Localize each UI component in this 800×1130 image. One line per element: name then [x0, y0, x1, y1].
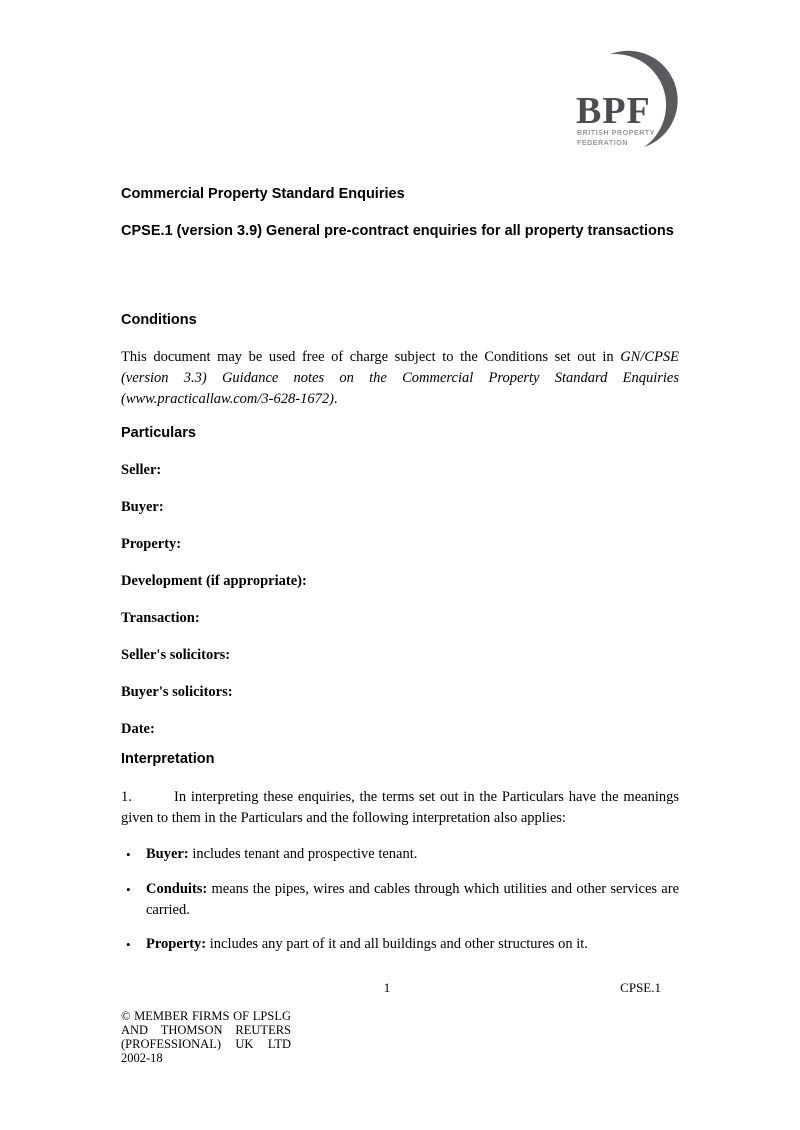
particulars-heading: Particulars: [121, 425, 196, 441]
particulars-list: [121, 460, 679, 756]
bpf-logo-caption: [577, 129, 655, 149]
definition-term: Buyer:: [146, 846, 189, 862]
bpf-logo-caption-line1: BRITISH PROPERTY: [577, 130, 656, 137]
page-number: 1: [383, 980, 391, 995]
copyright-line: AND THOMSON REUTERS: [121, 1023, 291, 1037]
interpretation-item-number: 1.: [121, 789, 132, 805]
particular-buyer: Buyer:: [121, 499, 164, 515]
definition-bullet-property: [121, 934, 679, 955]
bullet-icon: •: [126, 882, 131, 897]
copyright-notice: [121, 1009, 291, 1065]
definition-bullet-conduits: [121, 879, 679, 921]
document-series-title: Commercial Property Standard Enquiries: [121, 186, 405, 202]
interpretation-item-1: [121, 787, 679, 829]
conditions-text-suffix: .: [333, 391, 338, 407]
copyright-line: © MEMBER FIRMS OF LPSLG: [121, 1009, 291, 1023]
bpf-logo-acronym: BPF: [576, 90, 651, 132]
copyright-line: 2002-18: [121, 1051, 163, 1065]
conditions-text-italic: GN/CPSE (version 3.3) Guidance notes on the Commercial Property Standard Enquiries (www.practicallaw.com/3-628-1672): [121, 349, 679, 407]
document-reference: CPSE.1: [620, 980, 661, 995]
particular-transaction: Transaction:: [121, 610, 200, 626]
particular-sellers-solicitors: Seller's solicitors:: [121, 647, 231, 663]
particular-development: Development (if appropriate):: [121, 573, 307, 589]
particular-seller: Seller:: [121, 462, 162, 478]
copyright-line: (PROFESSIONAL) UK LTD: [121, 1037, 291, 1051]
definition-term: Property:: [146, 936, 207, 952]
definition-bullet-buyer: [121, 844, 679, 865]
bpf-logo: [570, 45, 682, 157]
bpf-logo-caption-line2: FEDERATION: [577, 140, 628, 147]
footer: [121, 980, 679, 998]
particular-buyers-solicitors: Buyer's solicitors:: [121, 684, 233, 700]
definition-text: includes tenant and prospective tenant.: [188, 846, 418, 862]
definition-term: Conduits:: [146, 881, 208, 897]
particular-property: Property:: [121, 536, 182, 552]
particular-date: Date:: [121, 721, 155, 737]
definition-text: means the pipes, wires and cables through which utilities and other services are carried.: [146, 881, 679, 918]
conditions-paragraph: [121, 347, 679, 410]
interpretation-heading: Interpretation: [121, 751, 215, 767]
conditions-text-plain: This document may be used free of charge subject to the Conditions set out in: [121, 349, 621, 365]
definition-text: includes any part of it and all buildings and other structures on it.: [206, 936, 588, 952]
document-title: CPSE.1 (version 3.9) General pre-contract enquiries for all property transactions: [121, 223, 674, 239]
bullet-icon: •: [126, 847, 131, 862]
bullet-icon: •: [126, 937, 131, 952]
conditions-heading: Conditions: [121, 312, 197, 328]
interpretation-item-text: In interpreting these enquiries, the terms set out in the Particulars have the meanings given to them in the Particulars and the following interpretation also applies:: [121, 789, 679, 826]
